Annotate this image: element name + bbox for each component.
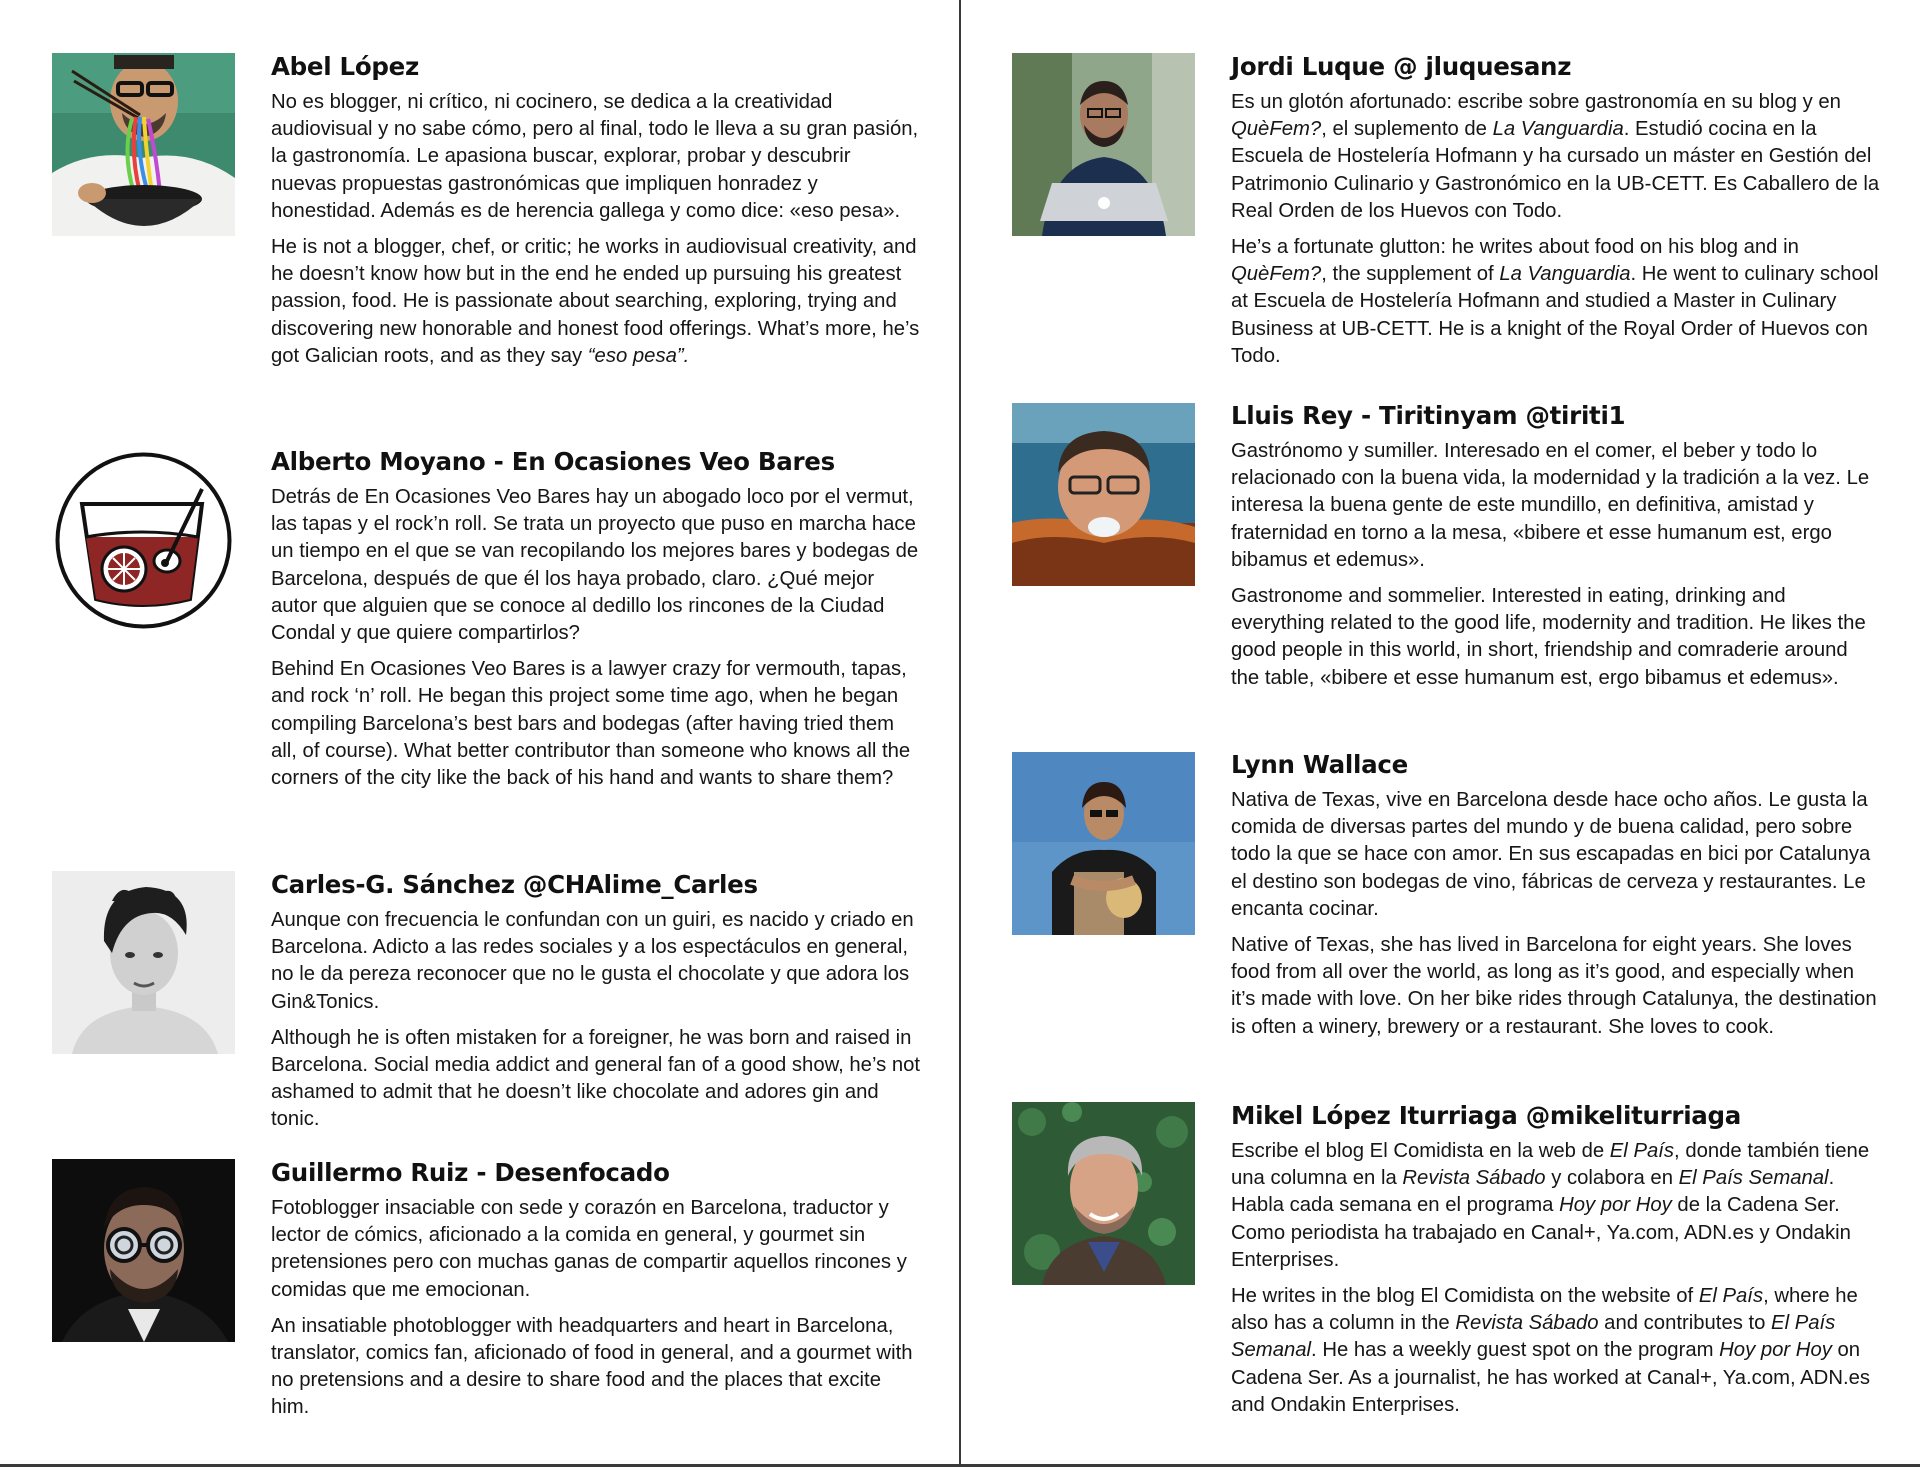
bio-spanish: Gastrónomo y sumiller. Interesado en el comer, el beber y todo lo relacionado con la buena vida, la modernidad y la tradición a la vez. Le interesa la buena gente de este mundillo, en definitiva, amistad y fraternidad en torno a la mesa, «bibere et esse humanum est, ergo bibamus et edemus». — [1231, 440, 1870, 571]
contributor-name: Guillermo Ruiz - Desenfocado — [271, 1158, 670, 1187]
man-in-water-photo — [1012, 403, 1195, 586]
text-run: . He has a weekly guest spot on the program — [1311, 1339, 1720, 1362]
man-with-laptop-photo — [1012, 53, 1195, 236]
text-run: . Habla cada semana en el programa — [1231, 1167, 1835, 1217]
man-with-goggles-photo — [52, 1159, 235, 1342]
contributor-name: Mikel López Iturriaga @mikeliturriaga — [1231, 1101, 1742, 1130]
bio-english: Gastronome and sommelier. Interested in eating, drinking and everything related to the good life, modernity and tradition. He likes the good people in this world, in short, friendship and comraderie around the table, «bibere et esse humanum est, ergo bibamus et edemus». — [1231, 585, 1866, 689]
italic-title: El País Semanal — [1678, 1167, 1829, 1190]
bio-spanish: Aunque con frecuencia le confundan con un guiri, es nacido y criado en Barcelona. Adicto a las redes sociales y a los espectáculos en general, no le da pereza reconocer que no le gusta el chocolate y que adora los Gin&Tonics. — [271, 909, 914, 1013]
contributor-name: Abel López — [271, 52, 419, 81]
bio-english-italic: “eso pesa”. — [587, 344, 690, 367]
bio-english-text: He is not a blogger, chef, or critic; he works in audiovisual creativity, and he doesn’t know how but in the end he ended up pursuing his greatest passion, food. He is passionate about searching, exploring, trying and discovering new honorable and honest food offerings. What’s more, he’s got Galician roots, and as they say — [271, 236, 920, 367]
text-run: and contributes to — [1598, 1312, 1772, 1335]
text-run: He writes in the blog El Comidista on the website of — [1231, 1285, 1699, 1308]
contributor-name: Lluis Rey - Tiritinyam @tiriti1 — [1231, 401, 1626, 430]
woman-against-sky-photo — [1012, 752, 1195, 935]
contributor-photo — [1012, 752, 1195, 935]
bio-english: An insatiable photoblogger with headquarters and heart in Barcelona, translator, comics fan, aficionado of food in general, and a gourmet with no pretensions and a desire to share food and the places that excite him. — [271, 1314, 913, 1419]
bio-spanish: No es blogger, ni crítico, ni cocinero, se dedica a la creatividad audiovisual y no sabe cómo, pero al final, todo le lleva a su gran pasión, la gastronomía. Le apasiona buscar, explorar, probar y descubrir nuevas propuestas gastronómicas que impliquen honradez y honestidad. Además es de herencia gallega y como dice: «eso pesa». — [271, 91, 919, 222]
man-eating-colorful-noodles-photo — [52, 53, 235, 236]
italic-title: Hoy por Hoy — [1559, 1194, 1672, 1217]
contributor-photo — [52, 871, 235, 1054]
contributor-photo — [1012, 403, 1195, 586]
italic-title: La Vanguardia — [1492, 118, 1624, 141]
contributor-logo — [52, 449, 235, 632]
text-run: , where he also has a column in the — [1231, 1285, 1858, 1335]
contributor-name: Alberto Moyano - En Ocasiones Veo Bares — [271, 447, 835, 476]
italic-title: La Vanguardia — [1499, 263, 1631, 286]
text-run: . He went to culinary school at Escuela de Hostelería Hofmann and studied a Master in Culinary Business at UB-CETT. He is a knight of the Royal Order of Huevos con Todo. — [1231, 263, 1879, 367]
text-run: y colabora en — [1545, 1167, 1679, 1190]
right-page — [961, 0, 1920, 1467]
text-run: He’s a fortunate glutton: he writes about food on his blog and in — [1231, 236, 1799, 259]
italic-title: El País — [1609, 1140, 1675, 1162]
contributor-photo — [52, 53, 235, 236]
italic-title: El País Semanal — [1231, 1312, 1836, 1362]
vermouth-glass-logo — [52, 449, 235, 632]
bio-english: Native of Texas, she has lived in Barcelona for eight years. She loves food from all over the world, as long as it’s good, and especially when it’s made with love. On her bike rides through Catalunya, the destination is often a winery, brewery or a restaurant. She loves to cook. — [1231, 934, 1877, 1038]
text-run: , el suplemento de — [1321, 118, 1493, 141]
smiling-man-photo — [1012, 1102, 1195, 1285]
text-run: . Estudió cocina en la Escuela de Hostelería Hofmann y ha cursado un máster en Gestión del Patrimonio Culinario y Gastronómico en la UB-CETT. Es Caballero de la Real Orden de los Huevos con Todo. — [1231, 118, 1880, 222]
bio-spanish — [1231, 1138, 1881, 1274]
bio-spanish: Detrás de En Ocasiones Veo Bares hay un abogado loco por el vermut, las tapas y el rock’n roll. Se trata un proyecto que puso en marcha hace un tiempo en el que se van recopilando los mejores bares y bodegas de Barcelona, después de que él los haya probado, claro. ¿Qué mejor autor que alguien que se conoce al dedillo los rincones de la Ciudad Condal y que quiere compartirlos? — [271, 486, 919, 645]
bio-spanish: Nativa de Texas, vive en Barcelona desde hace ocho años. Le gusta la comida de diversas partes del mundo y de buena calidad, pero sobre todo la que se hace con amor. En sus escapadas en bici por Catalunya el destino son bodegas de vino, fábricas de cerveza y restaurantes. Le encanta cocinar. — [1231, 789, 1871, 920]
bio-english — [271, 234, 921, 370]
bio-english — [1231, 1283, 1881, 1419]
text-run: de la Cadena Ser. Como periodista ha trabajado en Canal+, Ya.com, ADN.es y Ondakin Enterprises. — [1231, 1194, 1851, 1271]
bio-spanish — [1231, 89, 1881, 225]
contributor-photo — [1012, 1102, 1195, 1285]
text-run: Escribe el blog El Comidista en la web de — [1231, 1140, 1610, 1162]
italic-title: El País — [1698, 1285, 1764, 1308]
contributor-photo — [52, 1159, 235, 1342]
text-run: on Cadena Ser. As a journalist, he has worked at Canal+, Ya.com, ADN.es and Ondakin Enterprises. — [1231, 1339, 1871, 1416]
contributor-photo — [1012, 53, 1195, 236]
italic-title: Revista Sábado — [1402, 1167, 1546, 1190]
text-run: , donde también tiene una columna en la — [1231, 1140, 1870, 1190]
text-run: Es un glotón afortunado: escribe sobre gastronomía en su blog y en — [1231, 91, 1841, 113]
bw-portrait-photo — [52, 871, 235, 1054]
contributor-name: Carles-G. Sánchez @CHAlime_Carles — [271, 870, 758, 899]
bio-english: Although he is often mistaken for a foreigner, he was born and raised in Barcelona. Social media addict and general fan of a good show, he’s not ashamed to admit that he doesn’t like chocolate and adores gin and tonic. — [271, 1026, 921, 1131]
text-run: , the supplement of — [1321, 263, 1500, 286]
bio-english — [1231, 234, 1881, 370]
italic-title: Revista Sábado — [1455, 1312, 1599, 1335]
bio-english: Behind En Ocasiones Veo Bares is a lawyer crazy for vermouth, tapas, and rock ‘n’ roll. He began this project some time ago, when he began compiling Barcelona’s best bars and bodegas (after having tried them all, of course). What better contributor than someone who knows all the corners of the city like the back of his hand and wants to share them? — [271, 658, 911, 790]
contributor-name: Lynn Wallace — [1231, 750, 1408, 779]
contributor-name: Jordi Luque @ jluquesanz — [1231, 52, 1572, 81]
italic-title: QuèFem? — [1231, 118, 1322, 141]
bio-spanish: Fotoblogger insaciable con sede y corazón en Barcelona, traductor y lector de cómics, aficionado a la comida en general, y gourmet sin pretensiones pero con muchas ganas de compartir aquellos rincones y comidas que me emocionan. — [271, 1197, 907, 1301]
italic-title: Hoy por Hoy — [1719, 1339, 1832, 1362]
italic-title: QuèFem? — [1231, 263, 1322, 286]
